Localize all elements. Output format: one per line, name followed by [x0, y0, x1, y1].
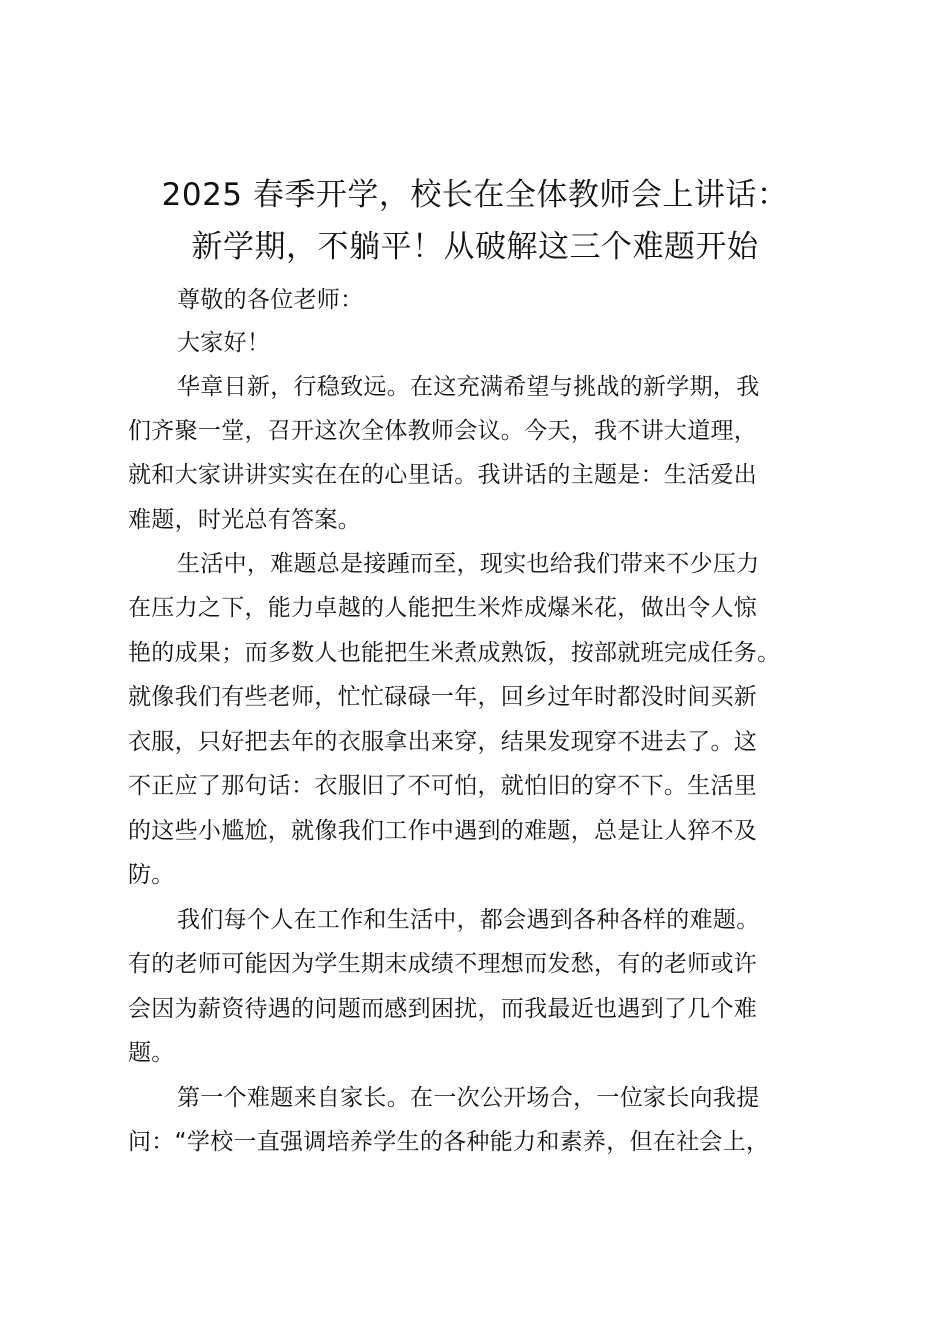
- paragraph-line: 难题，时光总有答案。: [128, 507, 361, 533]
- paragraph-line: 第一个难题来自家长。在一次公开场合，一位家长向我提: [177, 1085, 760, 1111]
- paragraph-line: 华章日新，行稳致远。在这充满希望与挑战的新学期，我: [177, 374, 760, 400]
- paragraph-line: 在压力之下，能力卓越的人能把生米炸成爆米花，做出令人惊: [128, 595, 758, 621]
- paragraph-line: 我们每个人在工作和生活中，都会遇到各种各样的难题。: [177, 907, 760, 933]
- paragraph-line: 就和大家讲讲实实在在的心里话。我讲话的主题是：生活爱出: [128, 462, 758, 488]
- paragraph-line: 会因为薪资待遇的问题而感到困扰，而我最近也遇到了几个难: [128, 996, 758, 1022]
- paragraph-line: 就像我们有些老师，忙忙碌碌一年，回乡过年时都没时间买新: [128, 684, 758, 710]
- paragraph-line: 防。: [128, 862, 175, 888]
- document-title-line-2: 新学期，不躺平！从破解这三个难题开始: [191, 229, 759, 265]
- paragraph-line: 生活中，难题总是接踵而至，现实也给我们带来不少压力: [177, 551, 760, 577]
- paragraph-line: 们齐聚一堂，召开这次全体教师会议。今天，我不讲大道理，: [128, 418, 758, 444]
- paragraph-line: 的这些小尴尬，就像我们工作中遇到的难题，总是让人猝不及: [128, 818, 758, 844]
- paragraph-line: 衣服，只好把去年的衣服拿出来穿，结果发现穿不进去了。这: [128, 729, 758, 755]
- paragraph-line: 题。: [128, 1040, 175, 1066]
- paragraph-line: 艳的成果；而多数人也能把生米煮成熟饭，按部就班完成任务。: [128, 640, 781, 666]
- paragraph-line: 问：“学校一直强调培养学生的各种能力和素养，但在社会上，: [128, 1129, 770, 1155]
- document-title-line-1: 2025 春季开学，校长在全体教师会上讲话：: [161, 177, 789, 213]
- paragraph-line: 有的老师可能因为学生期末成绩不理想而发愁，有的老师或许: [128, 951, 758, 977]
- salutation: 尊敬的各位老师：: [177, 287, 364, 313]
- paragraph-line: 不正应了那句话：衣服旧了不可怕，就怕旧的穿不下。生活里: [128, 773, 758, 799]
- greeting: 大家好！: [177, 330, 271, 356]
